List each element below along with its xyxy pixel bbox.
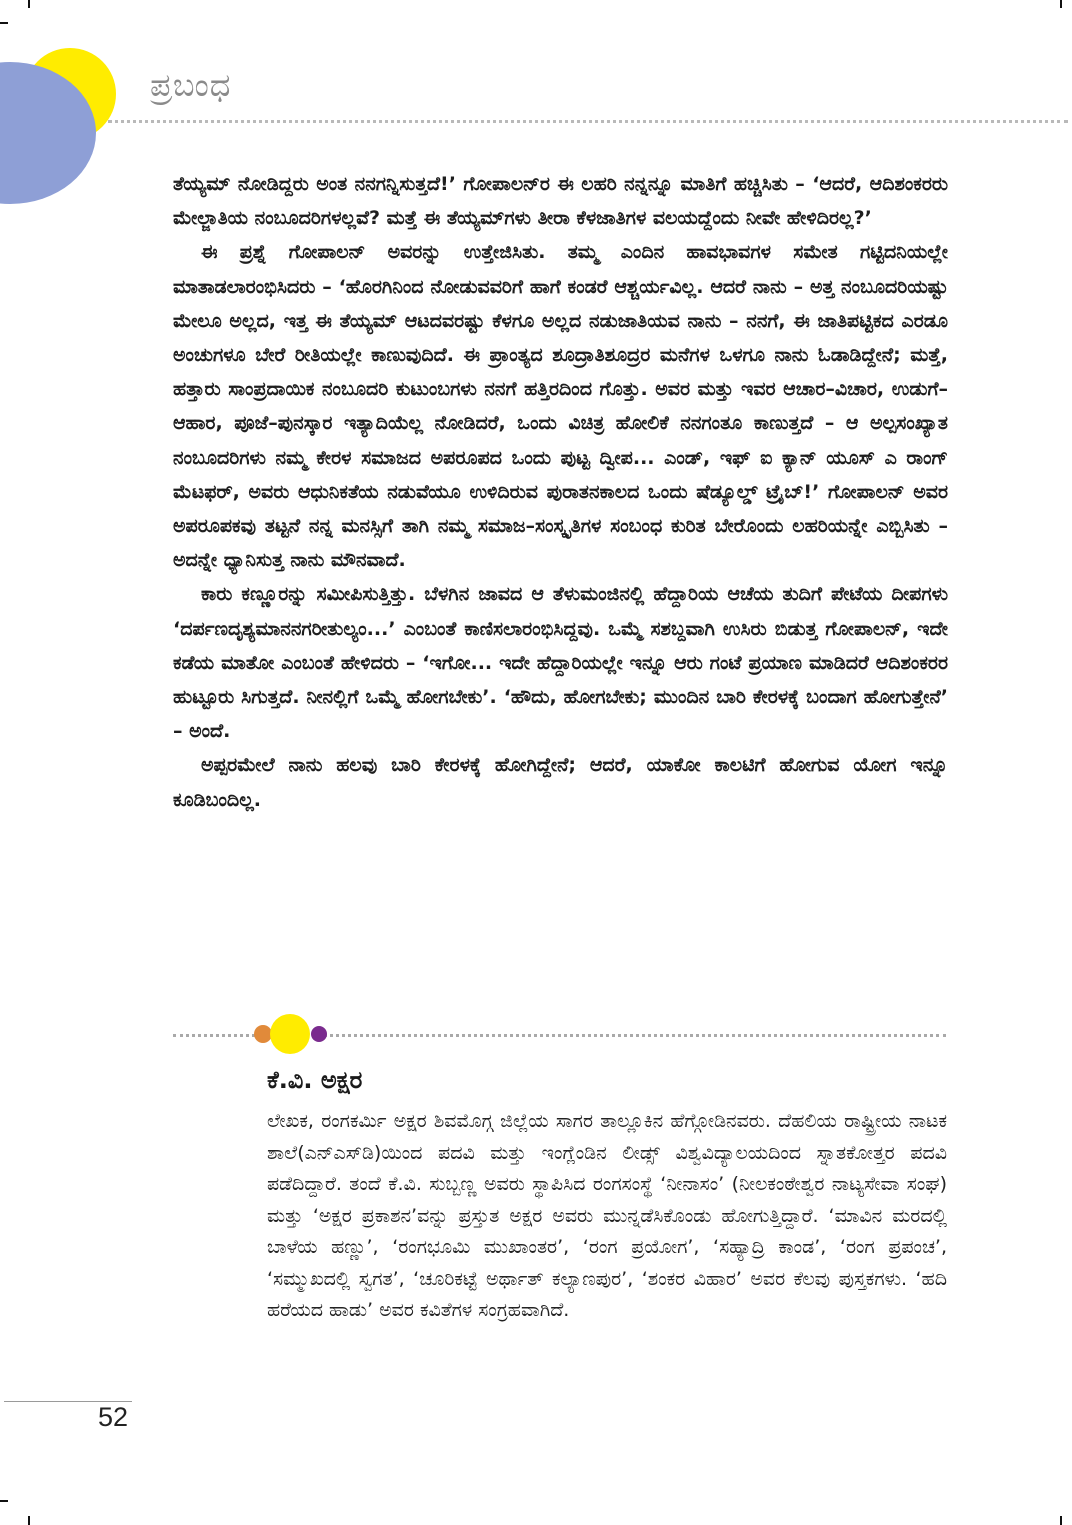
divider-dot-purple	[311, 1026, 327, 1042]
essay-body	[173, 167, 948, 817]
author-bio: ಲೇಖಕ, ರಂಗಕರ್ಮಿ ಅಕ್ಷರ ಶಿವಮೊಗ್ಗ ಜಿಲ್ಲೆಯ ಸಾಗರ ತಾಲ್ಲೂಕಿನ ಹೆಗ್ಗೋಡಿನವರು. ದೆಹಲಿಯ ರಾಷ್ಟ್ರೀಯ ನಾಟಕ ಶಾಲೆ(ಎನ್ಎಸ್‌ಡಿ)ಯಿಂದ ಪದವಿ ಮತ್ತು ಇಂಗ್ಲೆಂಡಿನ ಲೀಡ್ಸ್ ವಿಶ್ವವಿದ್ಯಾಲಯದಿಂದ ಸ್ನಾತಕೋತ್ತರ ಪದವಿ ಪಡೆದಿದ್ದಾರೆ. ತಂದೆ ಕೆ.ವಿ. ಸುಬ್ಬಣ್ಣ ಅವರು ಸ್ಥಾಪಿಸಿದ ರಂಗಸಂಸ್ಥೆ ‘ನೀನಾಸಂ’ (ನೀಲಕಂಠೇಶ್ವರ ನಾಟ್ಯಸೇವಾ ಸಂಘ) ಮತ್ತು ‘ಅಕ್ಷರ ಪ್ರಕಾಶನ’ವನ್ನು ಪ್ರಸ್ತುತ ಅಕ್ಷರ ಅವರು ಮುನ್ನಡೆಸಿಕೊಂಡು ಹೋಗುತ್ತಿದ್ದಾರೆ. ‘ಮಾವಿನ ಮರದಲ್ಲಿ ಬಾಳೆಯ ಹಣ್ಣು’, ‘ರಂಗಭೂಮಿ ಮುಖಾಂತರ’, ‘ರಂಗ ಪ್ರಯೋಗ’, ‘ಸಹ್ಯಾದ್ರಿ ಕಾಂಡ’, ‘ರಂಗ ಪ್ರಪಂಚ’, ‘ಸಮ್ಮುಖದಲ್ಲಿ ಸ್ವಗತ’, ‘ಚೂರಿಕಟ್ಟೆ ಅರ್ಥಾತ್ ಕಲ್ಯಾಣಪುರ’, ‘ಶಂಕರ ವಿಹಾರ’ ಅವರ ಕೆಲವು ಪುಸ್ತಕಗಳು. ‘ಹದಿ ಹರೆಯದ ಹಾಡು’ ಅವರ ಕವಿತೆಗಳ ಸಂಗ್ರಹವಾಗಿದೆ.	[267, 1110, 947, 1321]
header-dotted-rule	[108, 120, 1068, 123]
crop-mark-left-top	[0, 22, 8, 24]
crop-mark-top-left	[28, 0, 30, 8]
crop-mark-bottom-right	[1060, 1516, 1062, 1525]
essay-paragraph: ಕಾರು ಕಣ್ಣೂರನ್ನು ಸಮೀಪಿಸುತ್ತಿತ್ತು. ಬೆಳಗಿನ ಜಾವದ ಆ ತೆಳುಮಂಜಿನಲ್ಲಿ ಹೆದ್ದಾರಿಯ ಆಚೆಯ ತುದಿಗೆ ಪೇಟೆಯ ದೀಪಗಳು ‘ದರ್ಪಣದೃಶ್ಯಮಾನನಗರೀತುಲ್ಯಂ...’ ಎಂಬಂತೆ ಕಾಣಿಸಲಾರಂಭಿಸಿದ್ದವು. ಒಮ್ಮೆ ಸಶಬ್ದವಾಗಿ ಉಸಿರು ಬಿಡುತ್ತ ಗೋಪಾಲನ್, ಇದೇ ಕಡೆಯ ಮಾತೋ ಎಂಬಂತೆ ಹೇಳಿದರು – ‘ಇಗೋ... ಇದೇ ಹೆದ್ದಾರಿಯಲ್ಲೇ ಇನ್ನೂ ಆರು ಗಂಟೆ ಪ್ರಯಾಣ ಮಾಡಿದರೆ ಆದಿಶಂಕರರ ಹುಟ್ಟೂರು ಸಿಗುತ್ತದೆ. ನೀನಲ್ಲಿಗೆ ಒಮ್ಮೆ ಹೋಗಬೇಕು’. ‘ಹೌದು, ಹೋಗಬೇಕು; ಮುಂದಿನ ಬಾರಿ ಕೇರಳಕ್ಕೆ ಬಂದಾಗ ಹೋಗುತ್ತೇನೆ’ – ಅಂದೆ.	[173, 583, 948, 743]
divider-dot-yellow	[270, 1014, 310, 1054]
crop-mark-left-bottom	[0, 1500, 8, 1502]
essay-paragraph: ಈ ಪ್ರಶ್ನೆ ಗೋಪಾಲನ್ ಅವರನ್ನು ಉತ್ತೇಜಿಸಿತು. ತಮ್ಮ ಎಂದಿನ ಹಾವಭಾವಗಳ ಸಮೇತ ಗಟ್ಟಿದನಿಯಲ್ಲೇ ಮಾತಾಡಲಾರಂಭಿಸಿದರು – ‘ಹೊರಗಿನಿಂದ ನೋಡುವವರಿಗೆ ಹಾಗೆ ಕಂಡರೆ ಆಶ್ಚರ್ಯವಿಲ್ಲ. ಆದರೆ ನಾನು – ಅತ್ತ ನಂಬೂದರಿಯಷ್ಟು ಮೇಲೂ ಅಲ್ಲದ, ಇತ್ತ ಈ ತೆಯ್ಯಮ್ ಆಟದವರಷ್ಟು ಕೆಳಗೂ ಅಲ್ಲದ ನಡುಜಾತಿಯವ ನಾನು – ನನಗೆ, ಈ ಜಾತಿಪಟ್ಟಿಕದ ಎರಡೂ ಅಂಚುಗಳೂ ಬೇರೆ ರೀತಿಯಲ್ಲೇ ಕಾಣುವುದಿದೆ. ಈ ಪ್ರಾಂತ್ಯದ ಶೂದ್ರಾತಿಶೂದ್ರರ ಮನೆಗಳ ಒಳಗೂ ನಾನು ಓಡಾಡಿದ್ದೇನೆ; ಮತ್ತೆ, ಹತ್ತಾರು ಸಾಂಪ್ರದಾಯಿಕ ನಂಬೂದರಿ ಕುಟುಂಬಗಳು ನನಗೆ ಹತ್ತಿರದಿಂದ ಗೊತ್ತು. ಅವರ ಮತ್ತು ಇವರ ಆಚಾರ–ವಿಚಾರ, ಉಡುಗೆ–ಆಹಾರ, ಪೂಜೆ–ಪುನಸ್ಕಾರ ಇತ್ಯಾದಿಯೆಲ್ಲ ನೋಡಿದರೆ, ಒಂದು ವಿಚಿತ್ರ ಹೋಲಿಕೆ ನನಗಂತೂ ಕಾಣುತ್ತದೆ – ಆ ಅಲ್ಪಸಂಖ್ಯಾತ ನಂಬೂದರಿಗಳು ನಮ್ಮ ಕೇರಳ ಸಮಾಜದ ಅಪರೂಪದ ಒಂದು ಪುಟ್ಟ ದ್ವೀಪ... ಎಂಡ್, ಇಫ್ ಐ ಕ್ಯಾನ್ ಯೂಸ್ ಎ ರಾಂಗ್ ಮೆಟಫರ್, ಅವರು ಆಧುನಿಕತೆಯ ನಡುವೆಯೂ ಉಳಿದಿರುವ ಪುರಾತನಕಾಲದ ಒಂದು ಷೆಡ್ಯೂಲ್ಡ್ ಟ್ರೈಬ್!’ ಗೋಪಾಲನ್ ಅವರ ಅಪರೂಪಕವು ತಟ್ಟನೆ ನನ್ನ ಮನಸ್ಸಿಗೆ ತಾಗಿ ನಮ್ಮ ಸಮಾಜ–ಸಂಸ್ಕೃತಿಗಳ ಸಂಬಂಧ ಕುರಿತ ಬೇರೊಂದು ಲಹರಿಯನ್ನೇ ಎಬ್ಬಿಸಿತು – ಅದನ್ನೇ ಧ್ಯಾನಿಸುತ್ತ ನಾನು ಮೌನವಾದೆ.	[173, 241, 948, 572]
page-number: 52	[98, 1402, 129, 1432]
crop-mark-bottom-left	[28, 1516, 30, 1525]
author-name: ಕೆ.ವಿ. ಅಕ್ಷರ	[267, 1066, 363, 1094]
essay-paragraph: ತೆಯ್ಯಮ್ ನೋಡಿದ್ದರು ಅಂತ ನನಗನ್ನಿಸುತ್ತದೆ!’ ಗೋಪಾಲನ್‌ರ ಈ ಲಹರಿ ನನ್ನನ್ನೂ ಮಾತಿಗೆ ಹಚ್ಚಿಸಿತು – ‘ಆದರೆ, ಆದಿಶಂಕರರು ಮೇಲ್ಜಾತಿಯ ನಂಬೂದರಿಗಳಲ್ಲವೆ? ಮತ್ತೆ ಈ ತೆಯ್ಯಮ್‌ಗಳು ತೀರಾ ಕೆಳಜಾತಿಗಳ ವಲಯದ್ದೆಂದು ನೀವೇ ಹೇಳಿದಿರಲ್ಲ?’	[173, 173, 948, 230]
section-title: ಪ್ರಬಂಧ	[150, 66, 232, 104]
crop-mark-top-right	[1060, 0, 1062, 8]
essay-paragraph: ಅಪ್ಪರಮೇಲೆ ನಾನು ಹಲವು ಬಾರಿ ಕೇರಳಕ್ಕೆ ಹೋಗಿದ್ದೇನೆ; ಆದರೆ, ಯಾಕೋ ಕಾಲಟಿಗೆ ಹೋಗುವ ಯೋಗ ಇನ್ನೂ ಕೂಡಿಬಂದಿಲ್ಲ.	[173, 754, 948, 811]
